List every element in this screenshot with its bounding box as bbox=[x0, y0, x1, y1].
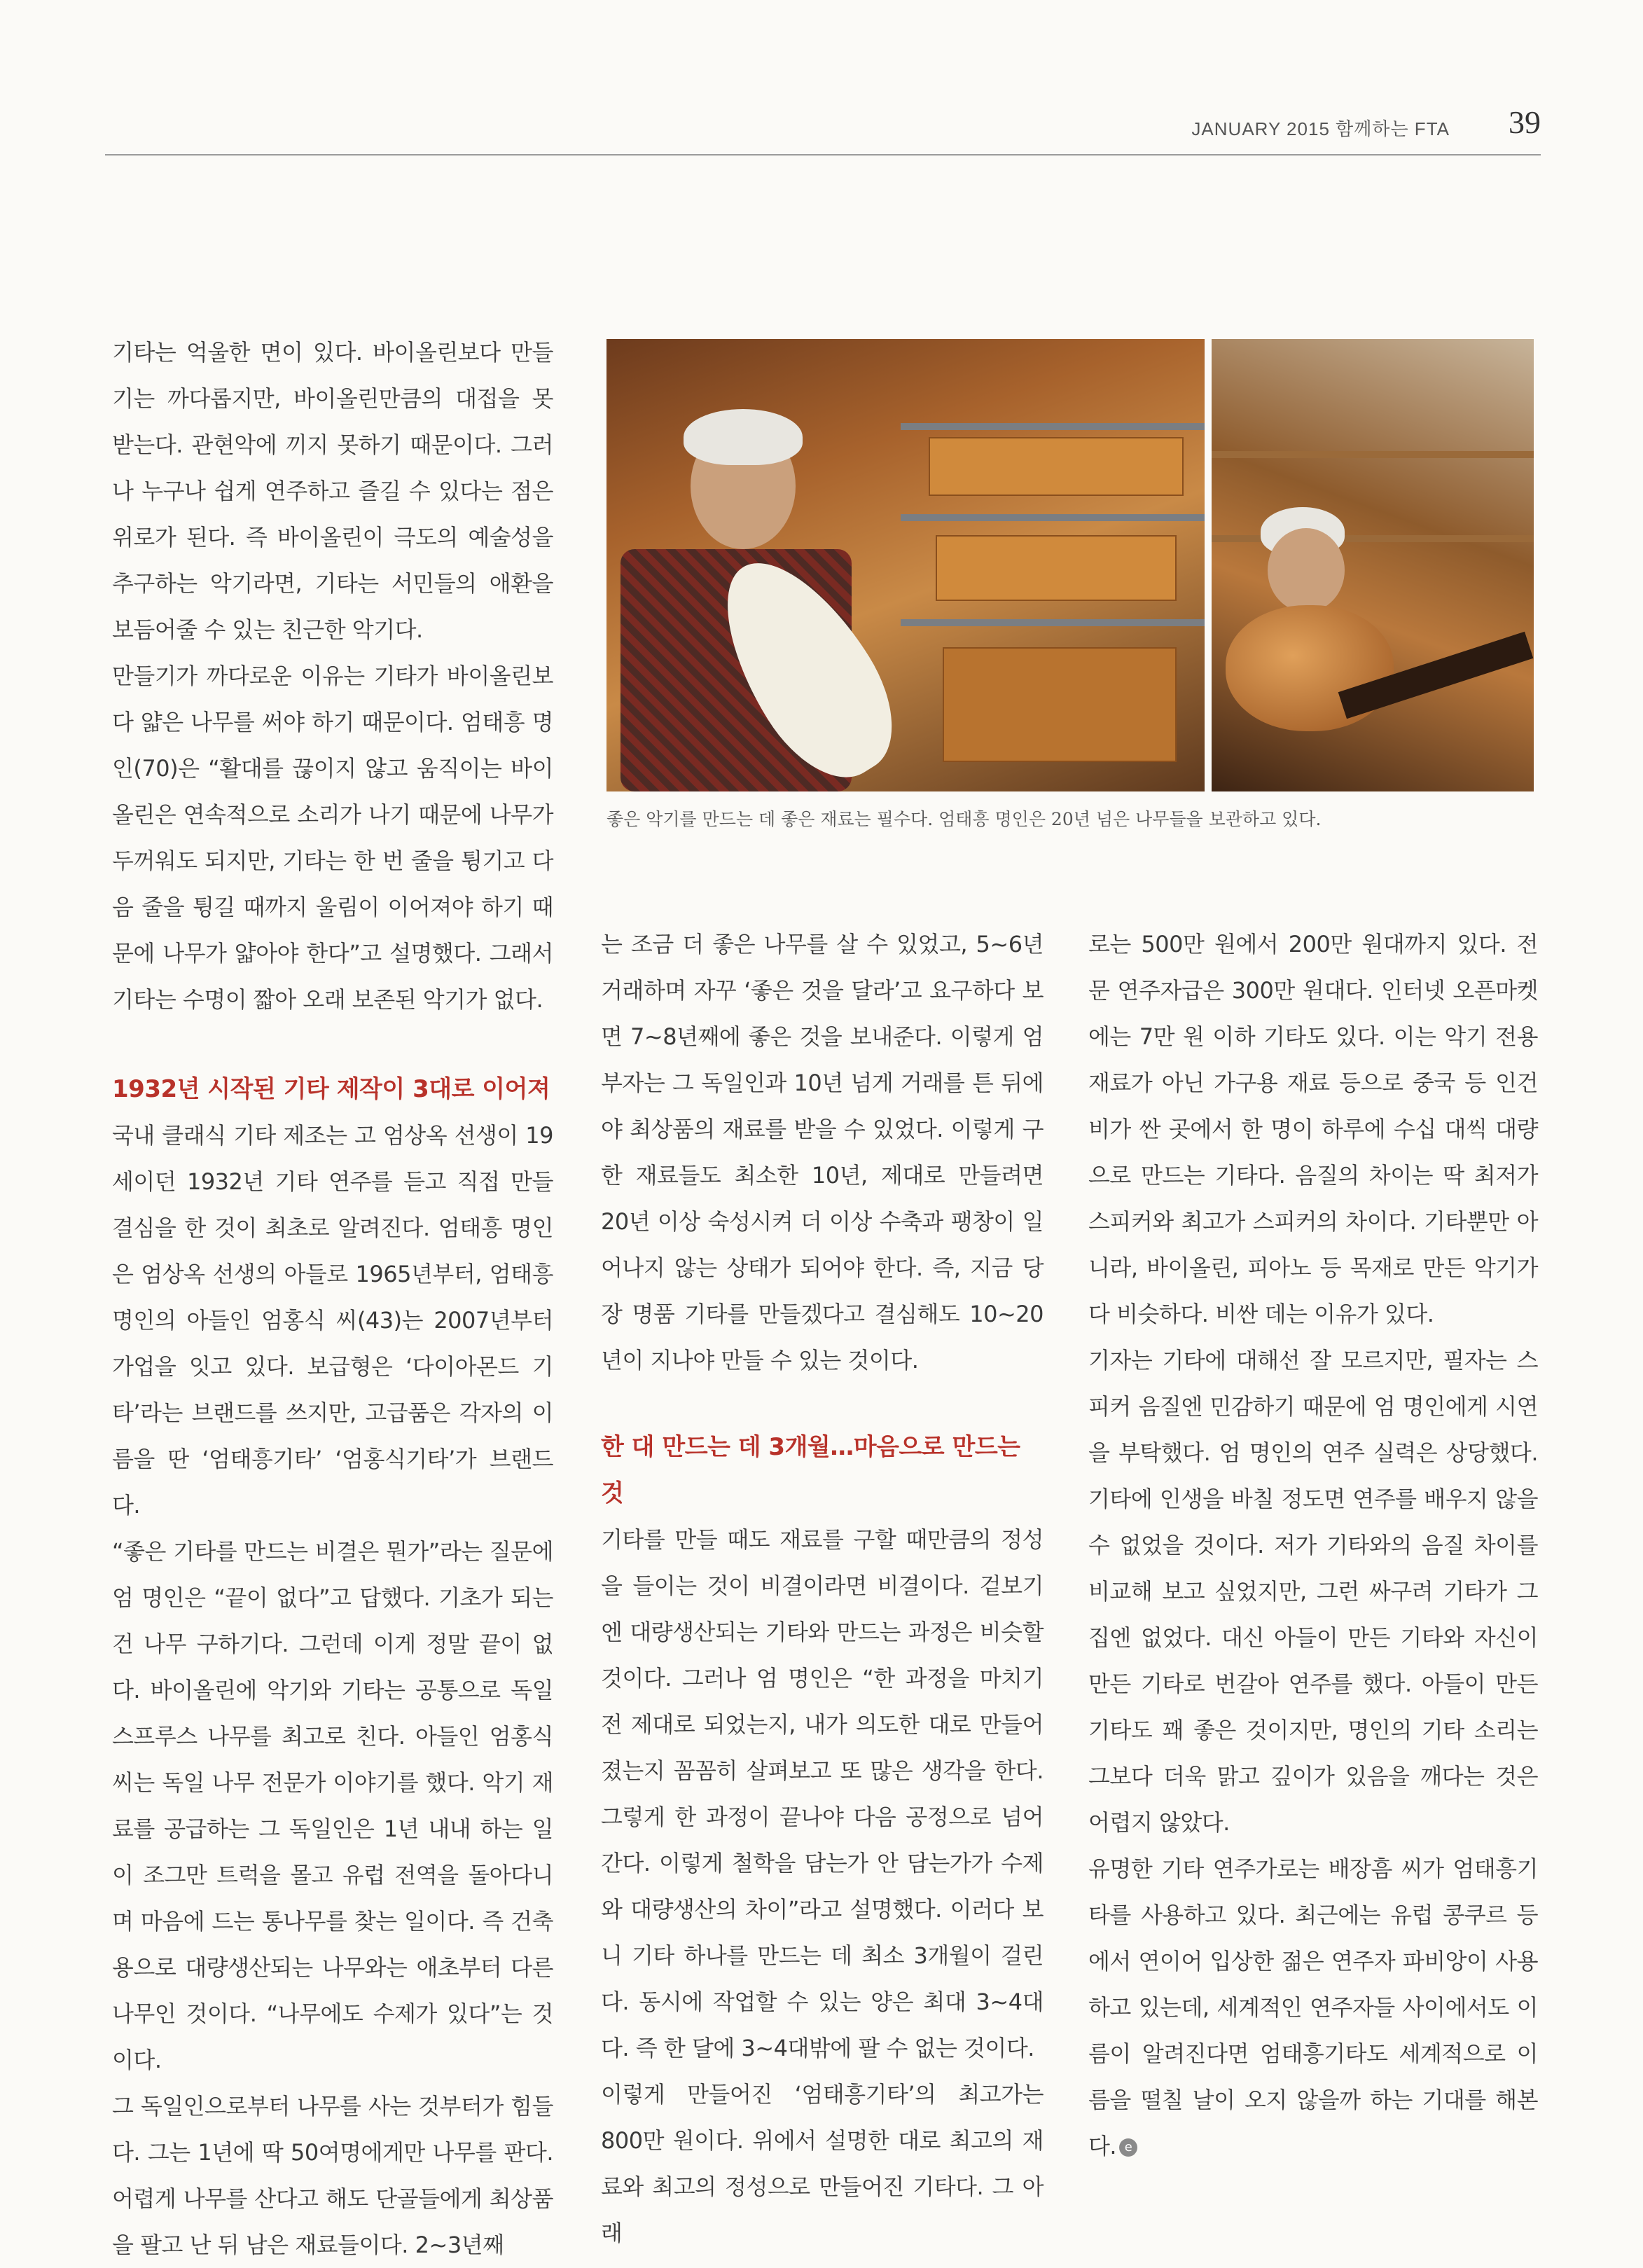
page-number: 39 bbox=[1509, 104, 1541, 140]
page-header bbox=[105, 98, 1541, 155]
article-column-2 bbox=[601, 921, 1044, 2256]
paragraph: 만들기가 까다로운 이유는 기타가 바이올린보다 얇은 나무를 써야 하기 때문이다. 엄태흥 명인(70)은 “활대를 끊이지 않고 움직이는 바이올린은 연속적으로 소리가 나기 때문에 나무가 두꺼워도 되지만, 기타는 한 번 줄을 튕기고 다음 줄을 튕길 때까지 울림이 이어져야 하기 때문에 나무가 얇아야 한다”고 설명했다. 그래서 기타는 수명이 짧아 오래 보존된 악기가 없다. bbox=[112, 663, 553, 1013]
paragraph: 국내 클래식 기타 제조는 고 엄상옥 선생이 19세이던 1932년 기타 연주를 듣고 직접 만들 결심을 한 것이 최초로 알려진다. 엄태흥 명인은 엄상옥 선생의 아들로 1965년부터, 엄태흥 명인의 아들인 엄홍식 씨(43)는 2007년부터 가업을 잇고 있다. 보급형은 ‘다이아몬드 기타’라는 브랜드를 쓰지만, 고급품은 각자의 이름을 딴 ‘엄태흥기타’ ‘엄홍식기타’가 브랜드다. bbox=[112, 1122, 553, 1519]
paragraph bbox=[1088, 1846, 1538, 2169]
paragraph: 이렇게 만들어진 ‘엄태흥기타’의 최고가는 800만 원이다. 위에서 설명한 대로 최고의 재료와 최고의 정성으로 만들어진 기타다. 그 아래 bbox=[601, 2081, 1044, 2246]
paragraph: 로는 500만 원에서 200만 원대까지 있다. 전문 연주자급은 300만 원대다. 인터넷 오픈마켓에는 7만 원 이하 기타도 있다. 이는 악기 전용 재료가 아닌 가구용 재료 등으로 중국 등 인건비가 싼 곳에서 한 명이 하루에 수십 대씩 대량으로 만드는 기타다. 음질의 차이는 딱 최저가 스피커와 최고가 스피커의 차이다. 기타뿐만 아니라, 바이올린, 피아노 등 목재로 만든 악기가 다 비슷하다. 비싼 데는 이유가 있다. bbox=[1088, 931, 1538, 1327]
paragraph: “좋은 기타를 만드는 비결은 뭔가”라는 질문에 엄 명인은 “끝이 없다”고 답했다. 기초가 되는 건 나무 구하기다. 그런데 이게 정말 끝이 없다. 바이올린에 악기와 기타는 공통으로 독일 스프루스 나무를 최고로 친다. 아들인 엄홍식 씨는 독일 나무 전문가 이야기를 했다. 악기 재료를 공급하는 그 독일인은 1년 내내 하는 일이 조그만 트럭을 몰고 유럽 전역을 돌아다니며 마음에 드는 통나무를 찾는 일이다. 즉 건축용으로 대량생산되는 나무와는 애초부터 다른 나무인 것이다. “나무에도 수제가 있다”는 것이다. bbox=[112, 1538, 553, 2073]
end-mark-icon: e bbox=[1119, 2138, 1137, 2157]
paragraph-text: 유명한 기타 연주가로는 배장흠 씨가 엄태흥기타를 사용하고 있다. 최근에는 유럽 콩쿠르 등에서 연이어 입상한 젊은 연주자 파비앙이 사용하고 있는데, 세계적인 연주자들 사이에서도 이름이 알려진다면 엄태흥기타도 세계적으로 이름을 떨칠 날이 오지 않을까 하는 기대를 해본다. bbox=[1088, 1855, 1538, 2159]
paragraph: 그 독일인으로부터 나무를 사는 것부터가 힘들다. 그는 1년에 딱 50여명에게만 나무를 판다. 어렵게 나무를 산다고 해도 단골들에게 최상품을 팔고 난 뒤 남은 재료들이다. 2~3년째 bbox=[112, 2093, 553, 2258]
paragraph: 기타는 억울한 면이 있다. 바이올린보다 만들기는 까다롭지만, 바이올린만큼의 대접을 못 받는다. 관현악에 끼지 못하기 때문이다. 그러나 누구나 쉽게 연주하고 즐길 수 있다는 점은 위로가 된다. 즉 바이올린이 극도의 예술성을 추구하는 악기라면, 기타는 서민들의 애환을 보듬어줄 수 있는 친근한 악기다. bbox=[112, 339, 553, 643]
photo-craftsman-holding-wood bbox=[606, 339, 1205, 791]
paragraph: 기자는 기타에 대해선 잘 모르지만, 필자는 스피커 음질엔 민감하기 때문에 엄 명인에게 시연을 부탁했다. 엄 명인의 연주 실력은 상당했다. 기타에 인생을 바칠 정도면 연주를 배우지 않을 수 없었을 것이다. 저가 기타와의 음질 차이를 비교해 보고 싶었지만, 그런 싸구려 기타가 그 집엔 없었다. 대신 아들이 만든 기타와 자신이 만든 기타로 번갈아 연주를 했다. 아들이 만든 기타도 꽤 좋은 것이지만, 명인의 기타 소리는 그보다 더욱 맑고 깊이가 있음을 깨다는 것은 어렵지 않았다. bbox=[1088, 1347, 1538, 1836]
paragraph: 는 조금 더 좋은 나무를 살 수 있었고, 5~6년 거래하며 자꾸 ‘좋은 것을 달라’고 요구하다 보면 7~8년째에 좋은 것을 보내준다. 이렇게 엄 부자는 그 독일인과 10년 넘게 거래를 튼 뒤에야 최상품의 재료를 받을 수 있었다. 이렇게 구한 재료들도 최소한 10년, 제대로 만들려면 20년 이상 숙성시켜 더 이상 수축과 팽창이 일어나지 않는 상태가 되어야 한다. 즉, 지금 당장 명품 기타를 만들겠다고 결심해도 10~20년이 지나야 만들 수 있는 것이다. bbox=[601, 931, 1044, 1374]
article-column-1 bbox=[112, 329, 553, 2268]
issue-label: JANUARY 2015 함께하는 FTA bbox=[1191, 118, 1450, 139]
section-heading: 1932년 시작된 기타 제작이 3대로 이어져 bbox=[112, 1075, 550, 1103]
article-column-3 bbox=[1088, 921, 1538, 2169]
photo-caption: 좋은 악기를 만드는 데 좋은 재료는 필수다. 엄태흥 명인은 20년 넘은 나무들을 보관하고 있다. bbox=[606, 809, 1322, 829]
section-heading: 한 대 만드는 데 3개월…마음으로 만드는 것 bbox=[601, 1433, 1020, 1507]
photo-craftsman-inspecting-guitar bbox=[1212, 339, 1534, 791]
paragraph: 기타를 만들 때도 재료를 구할 때만큼의 정성을 들이는 것이 비결이라면 비결이다. 겉보기엔 대량생산되는 기타와 만드는 과정은 비슷할 것이다. 그러나 엄 명인은 “한 과정을 마치기 전 제대로 되었는지, 내가 의도한 대로 만들어졌는지 꼼꼼히 살펴보고 또 많은 생각을 한다. 그렇게 한 과정이 끝나야 다음 공정으로 넘어간다. 이렇게 철학을 담는가 안 담는가가 수제와 대량생산의 차이”라고 설명했다. 이러다 보니 기타 하나를 만드는 데 최소 3개월이 걸린다. 동시에 작업할 수 있는 양은 최대 3~4대다. 즉 한 달에 3~4대밖에 팔 수 없는 것이다. bbox=[601, 1526, 1044, 2061]
